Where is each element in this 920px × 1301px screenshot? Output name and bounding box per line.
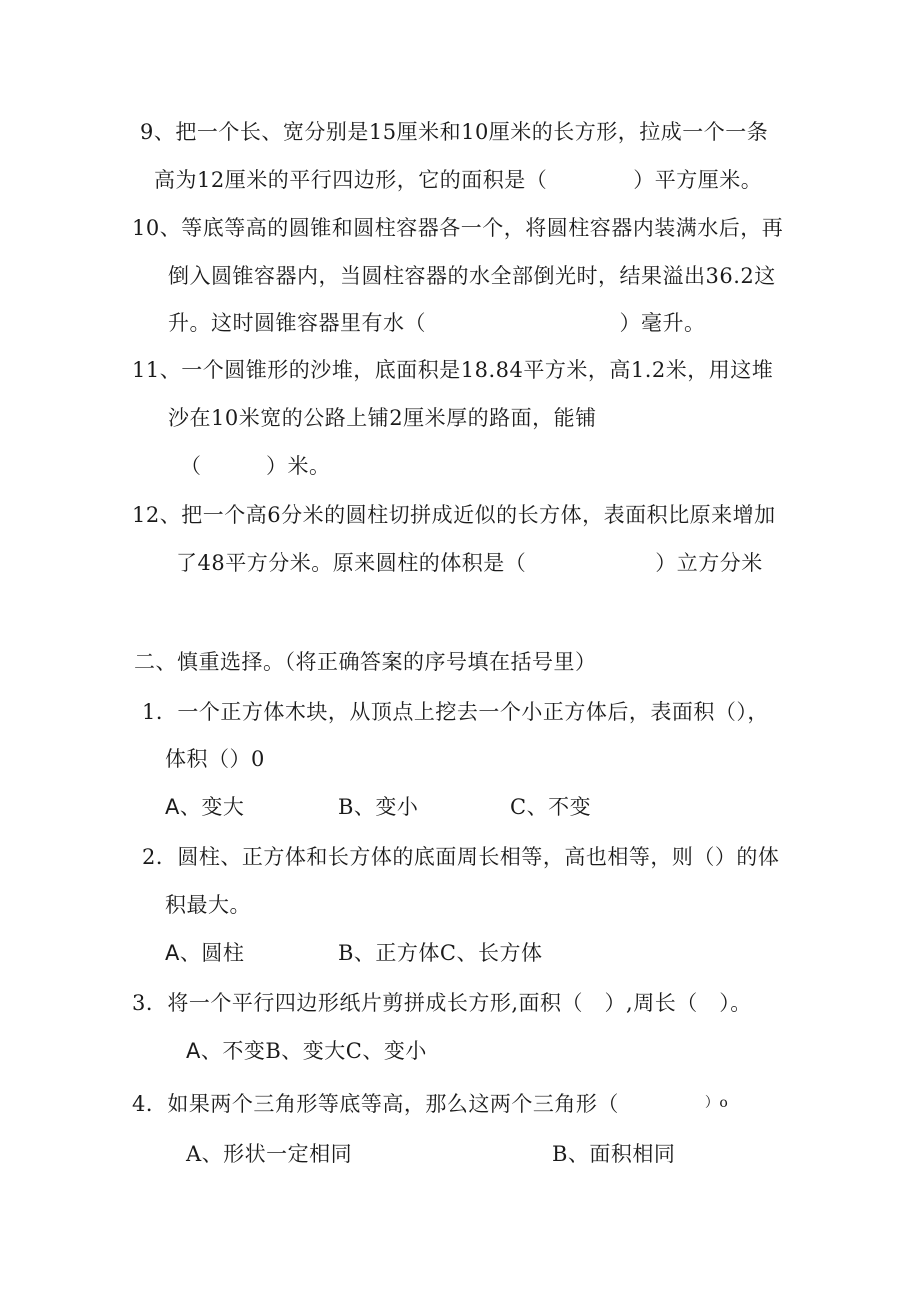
s2-q1-line1: 1．一个正方体木块，从顶点上挖去一个小正方体后，表面积（）， bbox=[142, 700, 769, 724]
s2-q4-option-a: A、形状一定相同 bbox=[186, 1142, 353, 1166]
question-text: 4．如果两个三角形等底等高，那么这两个三角形（ bbox=[132, 1092, 705, 1116]
q11-line3: （ ）米。 bbox=[180, 454, 331, 478]
option-letter: A bbox=[165, 795, 180, 819]
q12-line1: 12、把一个高6分米的圆柱切拼成近似的长方体，表面积比原来增加 bbox=[132, 503, 776, 527]
s2-q2-line2: 积最大。 bbox=[165, 893, 251, 917]
s2-q1-option-a bbox=[165, 797, 244, 818]
q10-line1: 10、等底等高的圆锥和圆柱容器各一个，将圆柱容器内装满水后，再 bbox=[132, 216, 784, 240]
q12-line2: 了48平方分米。原来圆柱的体积是（ ）立方分米 bbox=[176, 551, 763, 575]
option-text: 、不变B、变大C、变小 bbox=[200, 1039, 427, 1063]
s2-q4-line1 bbox=[132, 1094, 728, 1115]
s2-q3-line1: 3．将一个平行四边形纸片剪拼成长方形,面积（ ）,周长（ ）。 bbox=[132, 991, 752, 1015]
q11-line1: 11、一个圆锥形的沙堆，底面积是18.84平方米，高1.2米，用这堆 bbox=[132, 358, 774, 382]
s2-q2-line1: 2．圆柱、正方体和长方体的底面周长相等，高也相等，则（）的体 bbox=[142, 845, 780, 869]
s2-q1-option-b: B、变小 bbox=[338, 795, 419, 819]
s2-q1-option-c: C、不变 bbox=[510, 795, 592, 819]
option-text: 、圆柱 bbox=[179, 941, 245, 965]
option-text: 、变大 bbox=[179, 795, 245, 819]
s2-q2-option-a bbox=[165, 943, 244, 964]
s2-q1-line2: 体积（）0 bbox=[165, 747, 265, 771]
s2-q2-option-bc: B、正方体C、长方体 bbox=[338, 941, 543, 965]
q9-line2: 高为12厘米的平行四边形，它的面积是（ ）平方厘米。 bbox=[154, 168, 763, 192]
s2-q3-options bbox=[186, 1041, 427, 1062]
section2-heading: 二、慎重选择。（将正确答案的序号填在括号里） bbox=[134, 650, 597, 674]
q11-line2: 沙在10米宽的公路上铺2厘米厚的路面，能铺 bbox=[168, 406, 597, 430]
s2-q4-option-b: B、面积相同 bbox=[552, 1142, 676, 1166]
q10-line2: 倒入圆锥容器内，当圆柱容器的水全部倒光时，结果溢出36.2这 bbox=[168, 264, 776, 288]
question-end: ）o bbox=[704, 1095, 729, 1111]
option-letter: A bbox=[165, 941, 180, 965]
option-letter: A bbox=[186, 1039, 201, 1063]
q10-line3: 升。这时圆锥容器里有水（ ）毫升。 bbox=[168, 311, 706, 335]
q9-line1: 9、把一个长、宽分别是15厘米和10厘米的长方形，拉成一个一条 bbox=[140, 120, 769, 144]
